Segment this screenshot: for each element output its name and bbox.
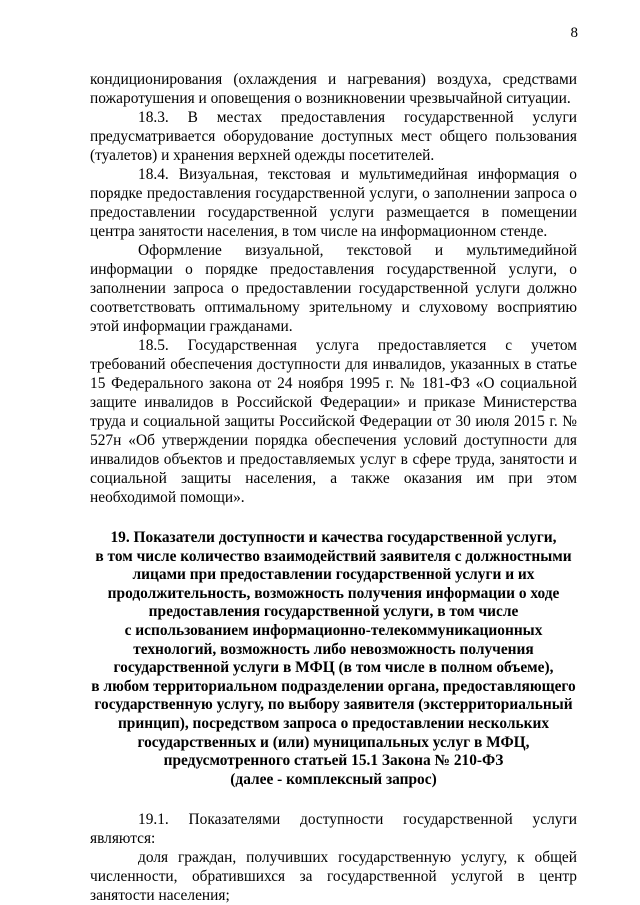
heading-line: предоставления государственной услуги, в том числе — [148, 603, 519, 621]
paragraph: Оформление визуальной, текстовой и мультимедийной информации о порядке предоставления государственной услуги, о заполнении запроса о предоставлении государственной услуги должно соответствовать оптимальному зрительному и слуховому восприятию этой информации гражданами. — [90, 242, 577, 335]
heading-line: государственных и (или) муниципальных услуг в МФЦ, — [137, 733, 530, 751]
heading-line: предусмотренного статьей 15.1 Закона № 210-ФЗ — [163, 752, 504, 770]
page-number: 8 — [570, 25, 578, 41]
heading-line: в том числе количество взаимодействий заявителя с должностными — [95, 547, 572, 565]
heading-line: в любом территориальном подразделении органа, предоставляющего — [91, 677, 576, 695]
heading-line: (далее - комплексный запрос) — [230, 770, 437, 788]
paragraph: 18.3. В местах предоставления государственной услуги предусматривается оборудование доступных мест общего пользования (туалетов) и хранения верхней одежды посетителей. — [90, 109, 577, 164]
heading-line: государственную услугу, по выбору заявителя (экстерриториальный — [94, 696, 573, 714]
section-heading — [90, 529, 577, 789]
heading-line: 19. Показатели доступности и качества государственной услуги, — [110, 529, 557, 546]
heading-line: технологий, возможность либо невозможность получения — [133, 640, 534, 658]
paragraph: доля граждан, получивших государственную услугу, к общей численности, обратившихся за государственной услугой в центр занятости населения; — [90, 849, 577, 905]
paragraph: 19.1. Показателями доступности государственной услуги являются: — [90, 811, 577, 848]
paragraph: 18.4. Визуальная, текстовая и мультимедийная информация о порядке предоставления государственной услуги, о заполнении запроса о предоставлении государственной услуги размещается в помещении центра занятости населения, в том числе на информационном стенде. — [90, 166, 577, 240]
heading-line: государственной услуги в МФЦ (в том числе в полном объеме), — [113, 659, 554, 677]
heading-line: продолжительность, возможность получения информации о ходе — [107, 584, 560, 602]
page-content — [90, 70, 577, 905]
paragraph: кондиционирования (охлаждения и нагревания) воздуха, средствами пожаротушения и оповещения о возникновении чрезвычайной ситуации. — [90, 71, 577, 107]
heading-line: принцип), посредством запроса о предоставлении нескольких — [117, 714, 550, 732]
paragraph: 18.5. Государственная услуга предоставляется с учетом требований обеспечения доступности для инвалидов, указанных в статье 15 Федерального закона от 24 ноября 1995 г. № 181-ФЗ «О социальной защите инвалидов в Российской Федерации» и приказе Министерства труда и социальной защиты Российской Федерации от 30 июля 2015 г. № 527н «Об утверждении порядка обеспечения условий доступности для инвалидов объектов и предоставляемых услуг в сфере труда, занятости и социальной защиты населения, а также оказания им при этом необходимой помощи». — [90, 337, 577, 506]
heading-line: лицами при предоставлении государственной услуги и их — [132, 566, 535, 584]
heading-line: с использованием информационно-телекоммуникационных — [124, 621, 543, 639]
